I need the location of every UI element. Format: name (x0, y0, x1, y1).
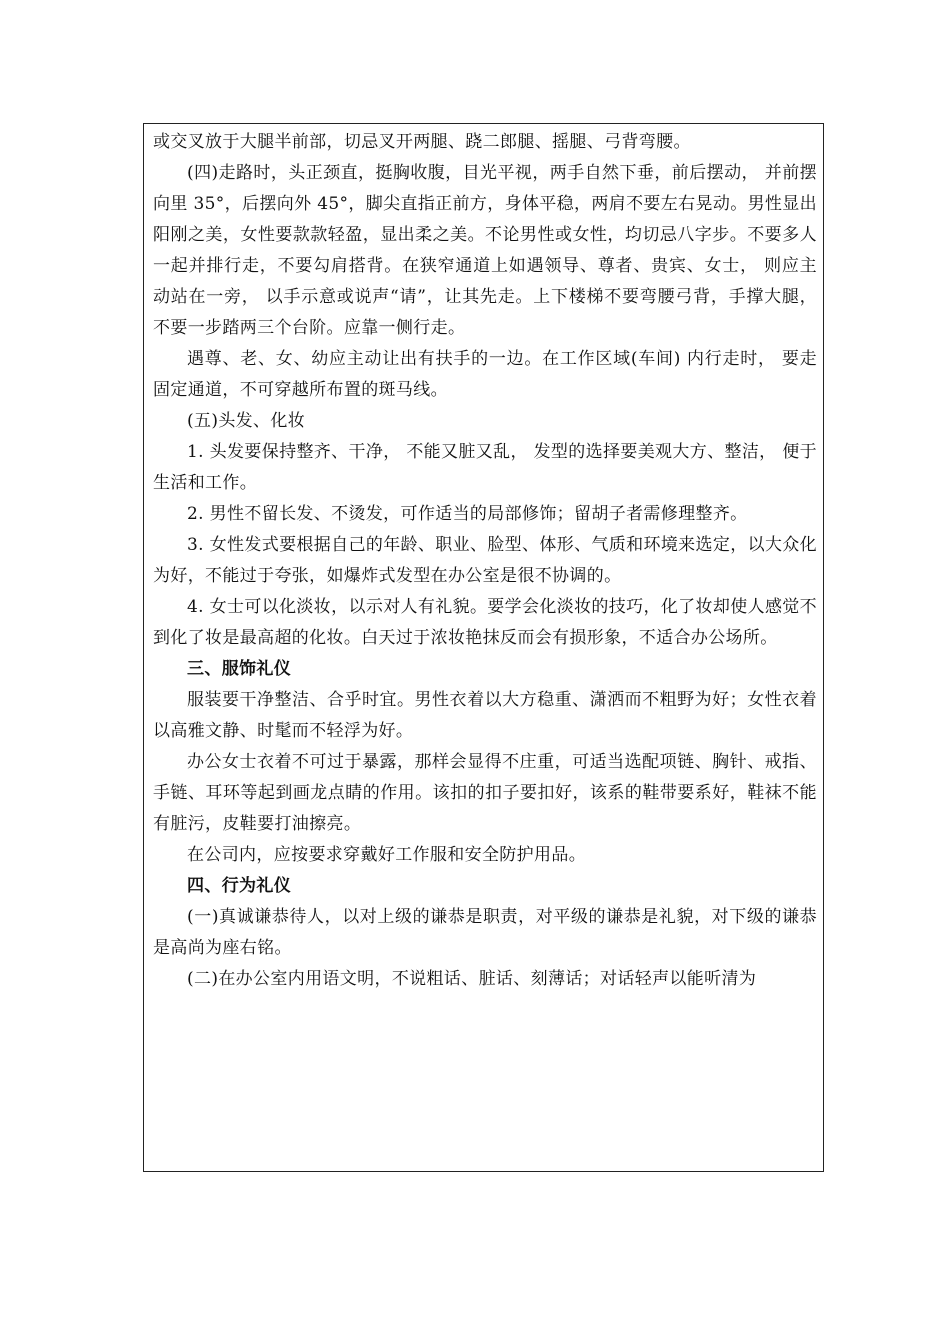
paragraph-sitting-continuation: 或交叉放于大腿半前部，切忌叉开两腿、跷二郎腿、摇腿、弓背弯腰。 (153, 132, 691, 152)
paragraph-yield-handrail: 遇尊、老、女、幼应主动让出有扶手的一边。在工作区域(车间) 内行走时， 要走固定通道，不可穿越所布置的斑马线。 (153, 349, 817, 400)
section-heading-dress-etiquette: 三、服饰礼仪 (187, 659, 292, 679)
paragraph-dress-general: 服装要干净整洁、合乎时宜。男性衣着以大方稳重、潇洒而不粗野为好；女性衣着以高雅文静、时髦而不轻浮为好。 (153, 690, 817, 741)
section-heading-behavior-etiquette: 四、行为礼仪 (187, 876, 292, 896)
paragraph-dress-women: 办公女士衣着不可过于暴露，那样会显得不庄重，可适当选配项链、胸针、戒指、手链、耳环等起到画龙点睛的作用。该扣的扣子要扣好，该系的鞋带要系好，鞋袜不能有脏污，皮鞋要打油擦亮。 (153, 752, 817, 834)
paragraph-hair-1: 1. 头发要保持整齐、干净， 不能又脏又乱， 发型的选择要美观大方、整洁， 便于生活和工作。 (153, 442, 817, 493)
document-body (153, 127, 817, 995)
paragraph-behavior-2: (二)在办公室内用语文明，不说粗话、脏话、刻薄话；对话轻声以能听清为 (187, 969, 757, 989)
subheading-hair-makeup: (五)头发、化妆 (187, 411, 306, 431)
paragraph-makeup-4: 4. 女士可以化淡妆，以示对人有礼貌。要学会化淡妆的技巧，化了妆却使人感觉不到化了妆是最高超的化妆。白天过于浓妆艳抹反而会有损形象，不适合办公场所。 (153, 597, 817, 648)
paragraph-walking: (四)走路时，头正颈直，挺胸收腹，目光平视，两手自然下垂，前后摆动， 并前摆向里 35°，后摆向外 45°，脚尖直指正前方，身体平稳，两肩不要左右晃动。男性显出阳刚之美，女性要款款轻盈，显出柔之美。不论男性或女性，均切忌八字步。不要多人一起并排行走，不要勾肩搭背。在狭窄通道上如遇领导、尊者、贵宾、女士， 则应主动站在一旁， 以手示意或说声“请”，让其先走。上下楼梯不要弯腰弓背，手撑大腿，不要一步踏两三个台阶。应靠一侧行走。 (153, 163, 817, 338)
paragraph-hair-3: 3. 女性发式要根据自己的年龄、职业、脸型、体形、气质和环境来选定，以大众化为好，不能过于夸张，如爆炸式发型在办公室是很不协调的。 (153, 535, 817, 586)
paragraph-hair-2: 2. 男性不留长发、不烫发，可作适当的局部修饰；留胡子者需修理整齐。 (187, 504, 748, 524)
paragraph-behavior-1: (一)真诚谦恭待人，以对上级的谦恭是职责，对平级的谦恭是礼貌，对下级的谦恭是高尚为座右铭。 (153, 907, 817, 958)
paragraph-dress-workwear: 在公司内，应按要求穿戴好工作服和安全防护用品。 (187, 845, 587, 865)
